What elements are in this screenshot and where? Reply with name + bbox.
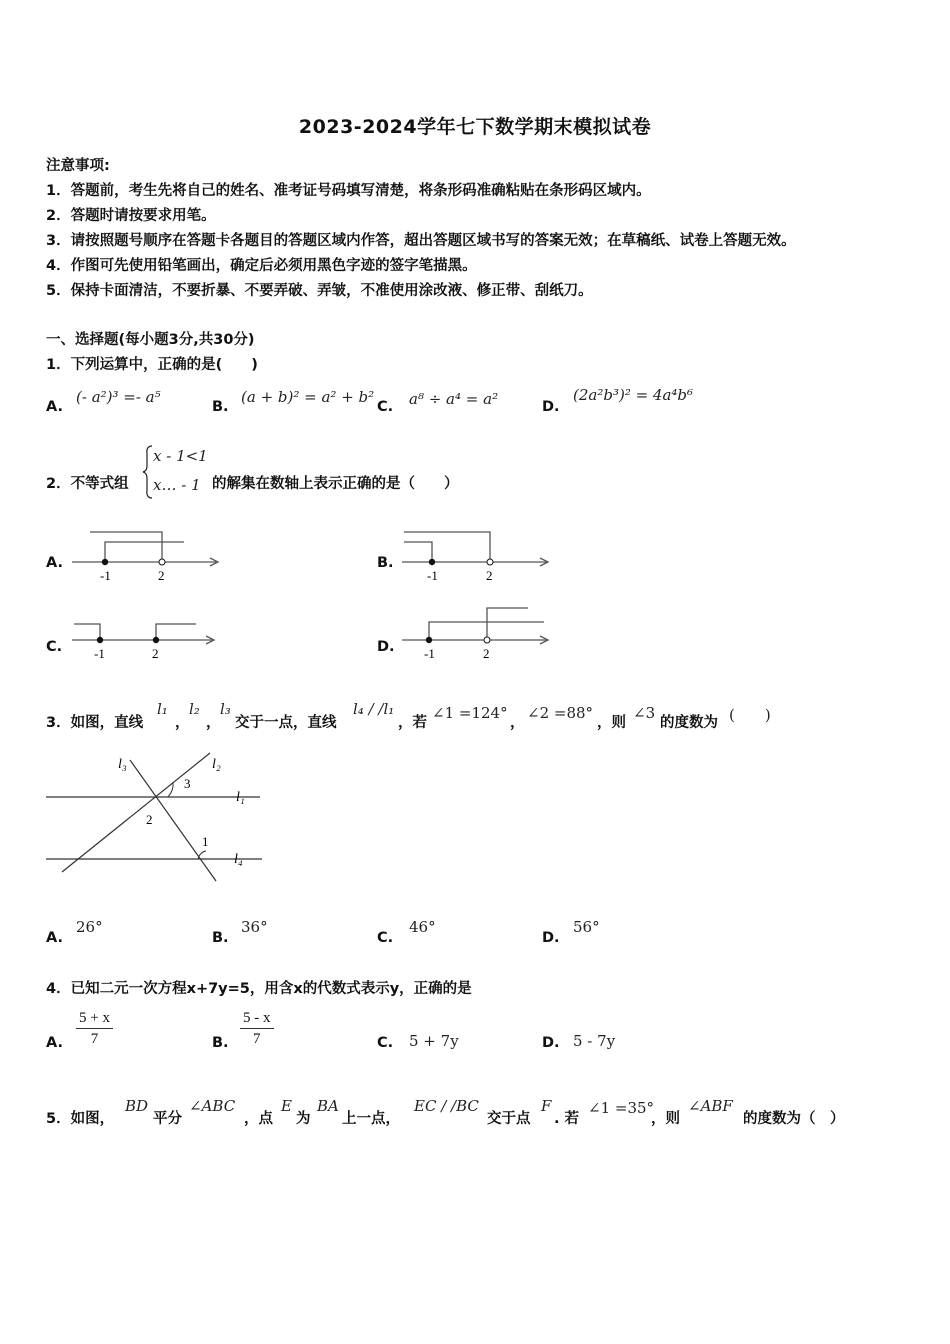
- q3-option-a: 26°: [76, 918, 103, 936]
- fraction-denominator: 7: [90, 1031, 99, 1047]
- line-label-l4: l₄: [234, 852, 243, 867]
- q4-option-a-label: A.: [46, 1035, 63, 1051]
- q3-math: l₄ / /l₁: [353, 700, 395, 718]
- q1-option-d: (2a²b³)² = 4a⁴b⁶: [573, 386, 694, 404]
- q1-option-a: (- a²)³ =- a⁵: [76, 388, 161, 406]
- q3-option-c-label: C.: [377, 930, 394, 946]
- notice-item: 1．答题前，考生先将自己的姓名、准考证号码填写清楚，将条形码准确粘贴在条形码区域内。: [46, 183, 651, 199]
- tick-label: 2: [483, 646, 490, 661]
- q3-math: ∠2 =88°: [527, 704, 594, 722]
- q1-option-c: a⁸ ÷ a⁴ = a²: [409, 390, 499, 408]
- tick-label: -1: [100, 568, 111, 583]
- q2-option-c-label: C.: [46, 639, 63, 655]
- q1-option-b: (a + b)² = a² + b²: [241, 388, 375, 406]
- page-title: 2023-2024学年七下数学期末模拟试卷: [298, 116, 652, 138]
- notice-item: 2．答题时请按要求用笔。: [46, 208, 216, 224]
- q5-text: 交于点: [487, 1111, 531, 1127]
- q5-math: EC / /BC: [414, 1097, 479, 1115]
- q5-text: 的度数为（ ）: [743, 1111, 845, 1127]
- q3-option-d-label: D.: [542, 930, 560, 946]
- section-heading: 一、选择题(每小题3分,共30分): [46, 332, 255, 348]
- system-line-2: x… - 1: [153, 476, 201, 494]
- q4-option-a: [76, 1010, 113, 1048]
- q3-text: ，: [510, 715, 525, 731]
- angle-label-2: 2: [146, 812, 153, 827]
- q3-text: ，则: [597, 715, 626, 731]
- q4-option-b: [240, 1010, 274, 1048]
- q2-option-a-label: A.: [46, 555, 63, 571]
- q2-option-d-label: D.: [377, 639, 395, 655]
- tick-label: 2: [152, 646, 159, 661]
- notice-item: 4．作图可先使用铅笔画出，确定后必须用黑色字迹的签字笔描黑。: [46, 258, 477, 274]
- q5-text: 上一点，: [342, 1111, 400, 1127]
- q5-text: . 若: [554, 1111, 580, 1127]
- angle-label-3: 3: [184, 776, 191, 791]
- q5-math: ∠ABF: [688, 1097, 733, 1115]
- q5-math: BD: [125, 1097, 149, 1115]
- q5-math: ∠ABC: [189, 1097, 236, 1115]
- q2-option-b-label: B.: [377, 555, 394, 571]
- q3-geometry-figure: [40, 748, 270, 888]
- q5-math: E: [281, 1097, 292, 1115]
- q4-option-d-label: D.: [542, 1035, 560, 1051]
- tick-label: -1: [94, 646, 105, 661]
- q5-text: ，点: [244, 1111, 273, 1127]
- q2-option-c-number-line: [70, 616, 230, 668]
- fraction-numerator: 5 + x: [76, 1010, 113, 1029]
- q3-text: ( ): [729, 706, 771, 724]
- q3-option-a-label: A.: [46, 930, 63, 946]
- q2-option-b-number-line: [400, 526, 560, 586]
- q2-option-d-number-line: [400, 602, 560, 668]
- line-label-l2: l₂: [212, 757, 221, 772]
- question-2-stem-suffix: 的解集在数轴上表示正确的是（ ）: [212, 476, 459, 492]
- question-4-stem: 4．已知二元一次方程x+7y=5，用含x的代数式表示y，正确的是: [46, 981, 472, 997]
- q3-math: l₂: [189, 700, 200, 718]
- fraction-numerator: 5 - x: [240, 1010, 274, 1029]
- fraction-denominator: 7: [253, 1031, 261, 1047]
- tick-label: 2: [158, 568, 165, 583]
- q1-option-d-label: D.: [542, 399, 560, 415]
- line-label-l3: l₃: [118, 757, 127, 772]
- q1-option-c-label: C.: [377, 399, 394, 415]
- q3-text: ，: [175, 715, 190, 731]
- q1-option-a-label: A.: [46, 399, 63, 415]
- q4-option-c-label: C.: [377, 1035, 394, 1051]
- q4-option-c: 5 + 7y: [409, 1032, 459, 1050]
- q3-math: ∠1 =124°: [432, 704, 508, 722]
- q3-text: ，若: [398, 715, 427, 731]
- q5-text: ，则: [651, 1111, 680, 1127]
- q3-text: 的度数为: [660, 715, 718, 731]
- q3-option-b-label: B.: [212, 930, 229, 946]
- q4-option-b-label: B.: [212, 1035, 229, 1051]
- tick-label: 2: [486, 568, 493, 583]
- question-1-stem: 1．下列运算中，正确的是( ): [46, 357, 258, 373]
- q3-math: l₁: [157, 700, 168, 718]
- q3-option-b: 36°: [241, 918, 268, 936]
- system-line-1: x - 1<1: [153, 447, 208, 465]
- q2-option-a-number-line: [70, 526, 230, 586]
- q5-math: F: [541, 1097, 552, 1115]
- line-label-l1: l₁: [236, 790, 245, 805]
- angle-label-1: 1: [202, 834, 209, 849]
- q5-math: ∠1 =35°: [588, 1099, 655, 1117]
- tick-label: -1: [427, 568, 438, 583]
- question-2-stem-prefix: 2．不等式组: [46, 476, 129, 492]
- q3-option-c: 46°: [409, 918, 436, 936]
- notice-item: 5．保持卡面清洁，不要折暴、不要弄破、弄皱，不准使用涂改液、修正带、刮纸刀。: [46, 283, 593, 299]
- question-5-stem: 5．如图，: [46, 1111, 115, 1127]
- q3-option-d: 56°: [573, 918, 600, 936]
- q5-text: 为: [296, 1111, 311, 1127]
- q5-text: 平分: [153, 1111, 182, 1127]
- q1-option-b-label: B.: [212, 399, 229, 415]
- q3-math: ∠3: [633, 704, 656, 722]
- question-3-stem: 3．如图，直线: [46, 715, 144, 731]
- q3-math: l₃: [220, 700, 231, 718]
- q3-text: ，: [206, 715, 221, 731]
- q5-math: BA: [317, 1097, 339, 1115]
- notice-heading: 注意事项:: [46, 158, 110, 174]
- tick-label: -1: [424, 646, 435, 661]
- notice-item: 3．请按照题号顺序在答题卡各题目的答题区域内作答，超出答题区域书写的答案无效；在草稿纸、试卷上答题无效。: [46, 233, 796, 249]
- q4-option-d: 5 - 7y: [573, 1032, 616, 1050]
- q3-text: 交于一点，直线: [235, 715, 337, 731]
